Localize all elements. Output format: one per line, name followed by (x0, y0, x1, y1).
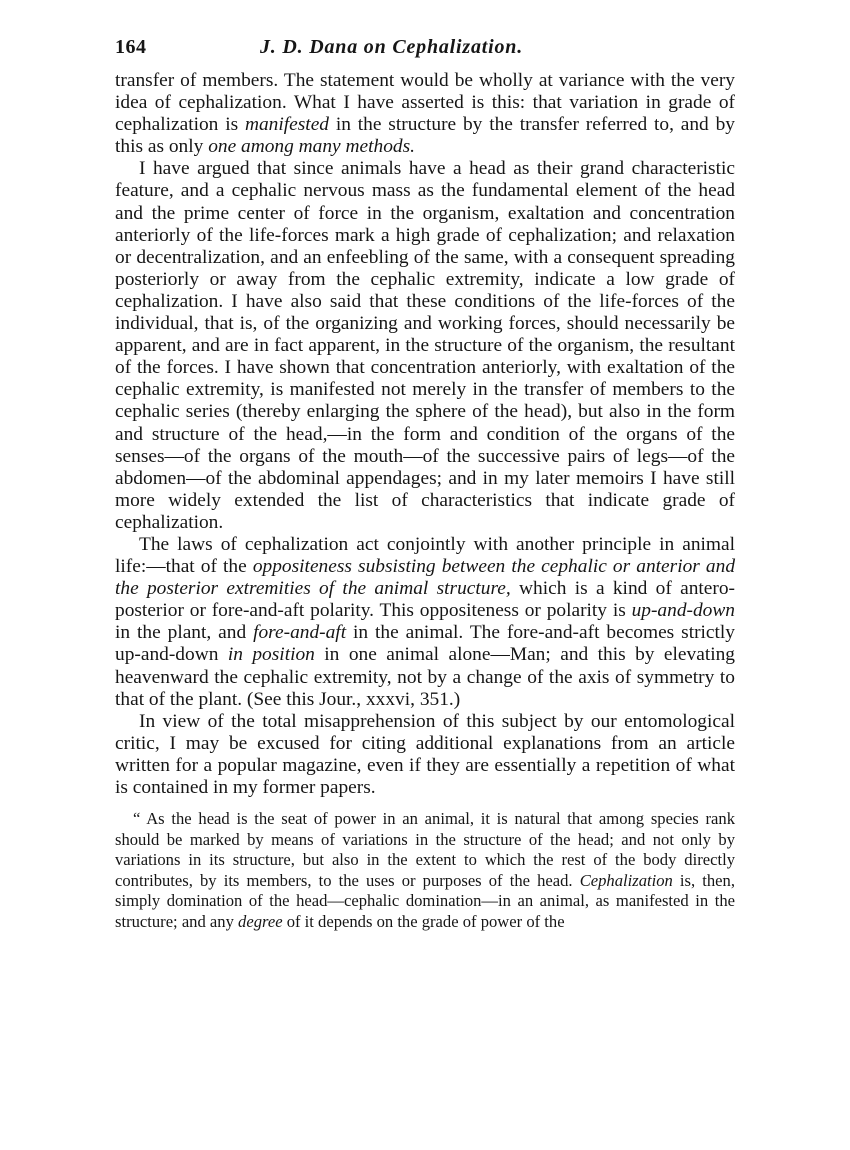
paragraph-3 (115, 534, 735, 711)
quote-paragraph (115, 809, 735, 933)
paragraph-4 (115, 711, 735, 799)
page-header (115, 36, 735, 70)
italic-run: Cephalization (579, 870, 673, 890)
text-run: in one animal alone—Man; and this by elevating heavenward the cephalic extremity, not by a change of the axis of symmetry to that of the plant. (See this Jour., xxxvi, 351.) (115, 644, 735, 710)
text-run: which is a kind of antero-posterior or fore-and-aft polarity. This oppositeness or polarity is (115, 578, 735, 622)
document-page (115, 36, 735, 933)
block-quote (115, 809, 735, 933)
text-run: is, then, simply domination of the head—cephalic domination—in an animal, as manifested in the structure; and any (115, 870, 735, 932)
text-run: in the animal. The fore-and-aft becomes strictly up-and-down (115, 622, 736, 666)
text-run: “ As the head is the seat of power in an animal, it is natural that among species rank should be marked by means of variations in the structure of the head; and not only by variations in its structure, but also in the extent to which the rest of the body directly contributes, by its members, to the uses or purposes of the head. (115, 809, 735, 890)
paragraph-2 (115, 158, 735, 534)
text-run: transfer of members. The statement would be wholly at variance with the very idea of cephalization. What I have asserted is this: that variation in grade of cephalization is (115, 70, 735, 136)
italic-run: degree (238, 912, 283, 932)
body-text (115, 70, 735, 799)
italic-run: in position (227, 644, 315, 666)
running-head: J. D. Dana on Cephalization. (260, 36, 524, 58)
italic-run: fore-and-aft (253, 622, 347, 644)
text-run: in the plant, and (115, 622, 254, 644)
text-run: in the structure by the transfer referred to, and by this as only (115, 114, 735, 158)
italic-run: up-and-down (631, 600, 735, 622)
italic-run: one among many methods. (208, 136, 415, 158)
text-run: of it depends on the grade of power of the (282, 912, 565, 932)
page-number: 164 (115, 36, 147, 58)
italic-run: manifested (244, 114, 329, 136)
text-run: I have argued that since animals have a head as their grand characteristic feature, and a cephalic nervous mass as the fundamental element of the head and the prime center of force in the organism, exaltation and concentration anteriorly of the life-forces mark a high grade of cephalization; and relaxation or decentralization, and an enfeebling of the same, with a consequent spreading posteriorly or away from the cephalic extremity, indicate a low grade of cephalization. I have also said that these conditions of the life-forces of the individual, that is, of the organizing and working forces, should necessarily be apparent, and are in fact apparent, in the structure of the organism, the resultant of the forces. I have shown that concentration anteriorly, with exaltation of the cephalic extremity, is manifested not merely in the transfer of members to the cephalic series (thereby enlarging the sphere of the head), but also in the form and structure of the head,—in the form and condition of the organs of the senses—of the organs of the mouth—of the successive pairs of legs—of the abdomen—of the abdominal appendages; and in my later memoirs I have still more widely extended the list of characteristics that indicate grade of cephalization. (115, 158, 735, 533)
text-run: The laws of cephalization act conjointly with another principle in animal life:—that of the (115, 533, 735, 578)
text-run: In view of the total misapprehension of this subject by our entomological critic, I may be excused for citing additional explanations from an article written for a popular magazine, even if they are essentially a repetition of what is contained in my former papers. (115, 710, 735, 798)
paragraph-1 (115, 70, 735, 158)
italic-run: oppositeness subsisting between the cephalic or anterior and the posterior extremities of the animal structure, (115, 556, 736, 600)
